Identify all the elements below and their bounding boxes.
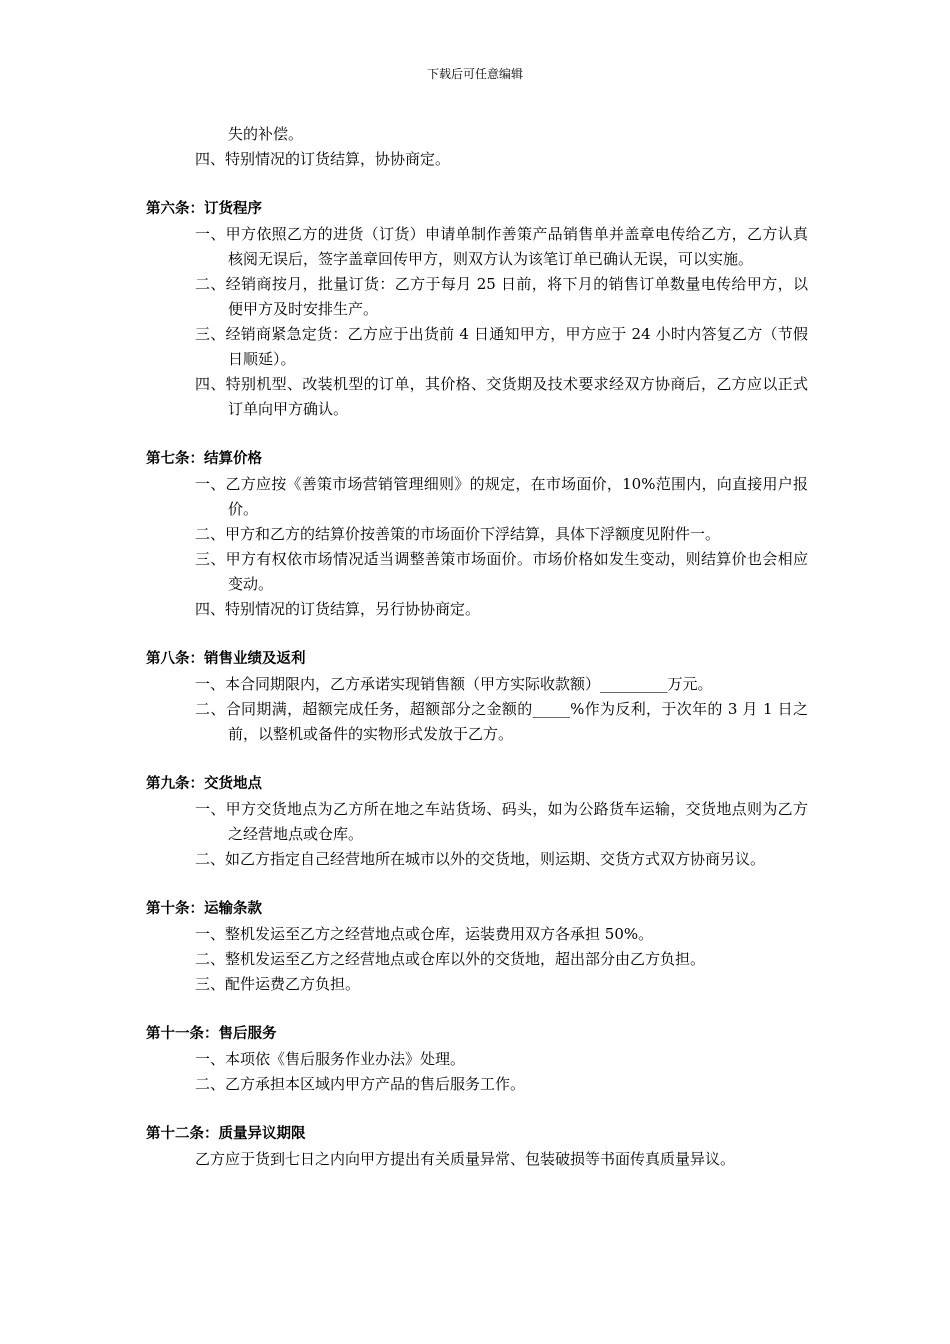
clause-12-text: 乙方应于货到七日之内向甲方提出有关质量异常、包装破损等书面传真质量异议。 [195,1150,736,1168]
clause-9-item-1: 一、甲方交货地点为乙方所在地之车站货场、码头，如为公路货车运输，交货地点则为乙方之经营地点或仓库。 [195,800,808,843]
section-7-title: 第七条：结算价格 [146,451,262,467]
clause-8-item-2: 二、合同期满，超额完成任务，超额部分之金额的_____%作为反利，于次年的 3 月 1 日之前，以整机或备件的实物形式发放于乙方。 [195,700,808,743]
clause-10-item-3: 三、配件运费乙方负担。 [195,975,361,993]
section-11-title: 第十一条：售后服务 [146,1026,277,1042]
clause-6-item-3: 三、经销商紧急定货：乙方应于出货前 4 日通知甲方，甲方应于 24 小时内答复乙方（节假日顺延）。 [195,325,808,368]
section-10-title: 第十条：运输条款 [146,901,262,917]
continuation-line: 失的补偿。 [228,125,304,143]
clause-7-item-1: 一、乙方应按《善策市场营销管理细则》的规定，在市场面价，10%范围内，向直接用户报价。 [195,475,808,518]
section-8-title: 第八条：销售业绩及返利 [146,651,306,667]
section-12-title: 第十二条：质量异议期限 [146,1126,306,1142]
clause-7-item-4: 四、特别情况的订货结算，另行协协商定。 [195,600,481,618]
section-6-title: 第六条：订货程序 [146,201,262,217]
clause-7-item-2: 二、甲方和乙方的结算价按善策的市场面价下浮结算，具体下浮额度见附件一。 [195,525,721,543]
page-header: 下载后可任意编辑 [426,67,523,81]
clause-5-item-4: 四、特别情况的订货结算，协协商定。 [195,150,451,168]
clause-10-item-1: 一、整机发运至乙方之经营地点或仓库，运装费用双方各承担 50%。 [195,925,654,943]
clause-11-item-2: 二、乙方承担本区域内甲方产品的售后服务工作。 [195,1075,526,1093]
section-9-title: 第九条：交货地点 [146,776,262,792]
clause-7-item-3: 三、甲方有权依市场情况适当调整善策市场面价。市场价格如发生变动，则结算价也会相应变动。 [195,550,808,593]
clause-6-item-2: 二、经销商按月，批量订货：乙方于每月 25 日前，将下月的销售订单数量电传给甲方，以便甲方及时安排生产。 [195,275,808,318]
clause-10-item-2: 二、整机发运至乙方之经营地点或仓库以外的交货地，超出部分由乙方负担。 [195,950,706,968]
clause-11-item-1: 一、本项依《售后服务作业办法》处理。 [195,1050,466,1068]
clause-8-item-1: 一、本合同期限内，乙方承诺实现销售额（甲方实际收款额）_________万元。 [195,675,713,693]
document-body [146,122,808,1172]
clause-6-item-4: 四、特别机型、改装机型的订单，其价格、交货期及技术要求经双方协商后，乙方应以正式订单向甲方确认。 [195,375,808,418]
clause-6-item-1: 一、甲方依照乙方的进货（订货）申请单制作善策产品销售单并盖章电传给乙方，乙方认真核阅无误后，签字盖章回传甲方，则双方认为该笔订单已确认无误，可以实施。 [195,225,808,268]
clause-9-item-2: 二、如乙方指定自己经营地所在城市以外的交货地，则运期、交货方式双方协商另议。 [195,850,766,868]
